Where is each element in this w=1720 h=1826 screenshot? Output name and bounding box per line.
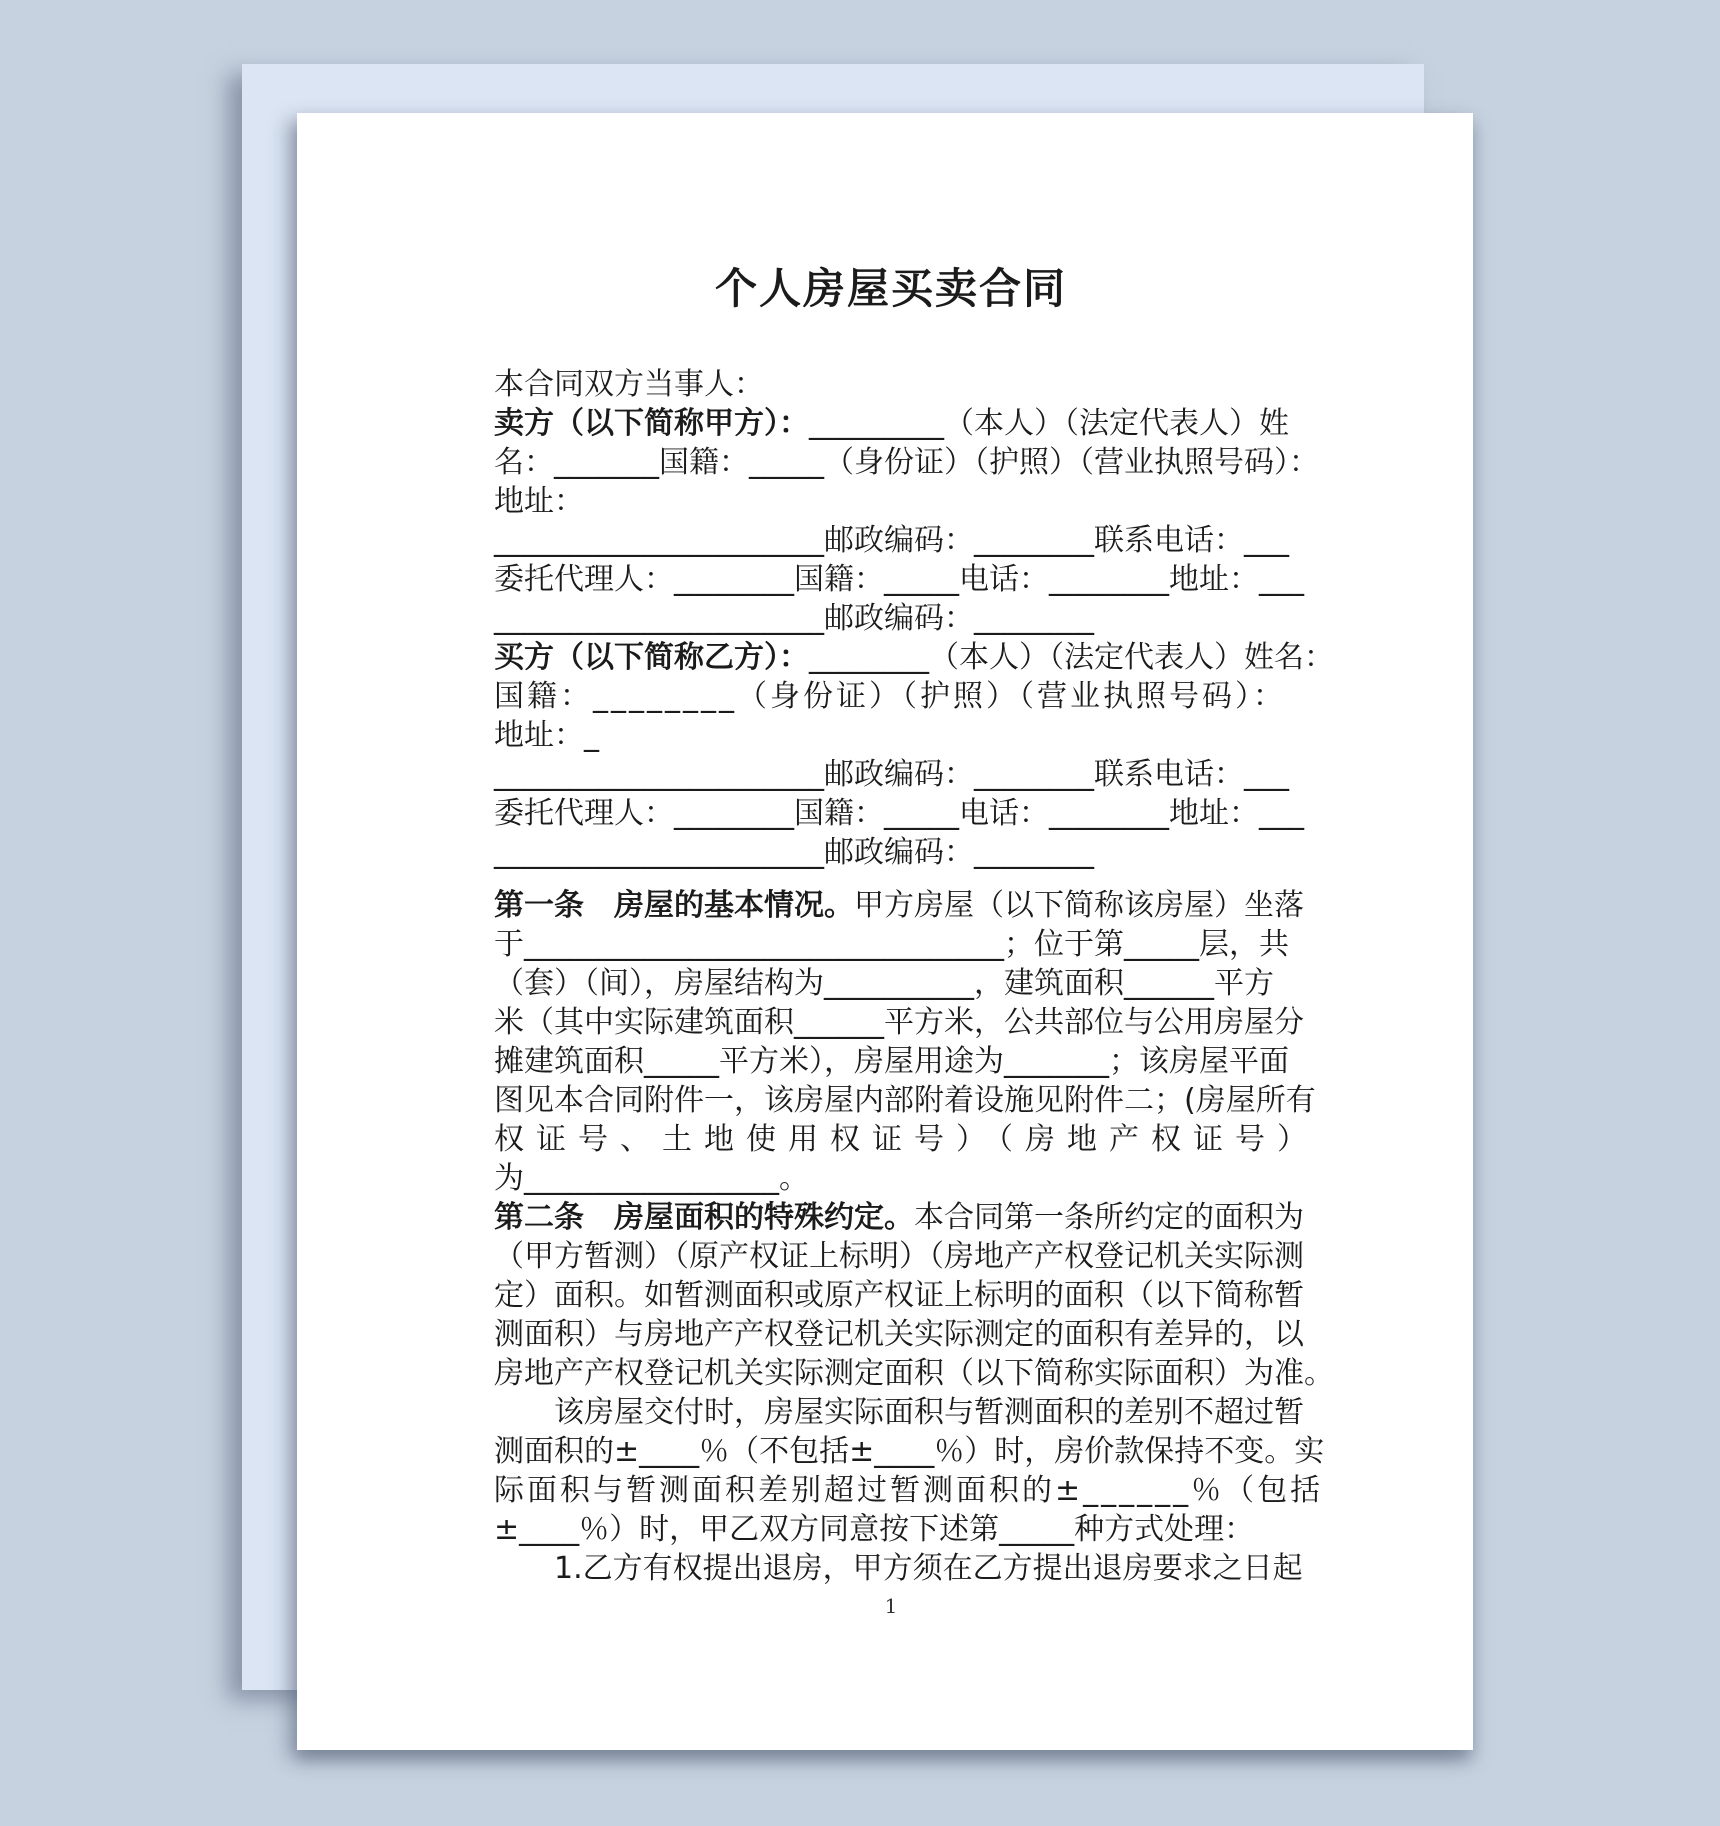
contract-line <box>494 1081 1316 1120</box>
clause-text: 定）面积。如暂测面积或原产权证上标明的面积（以下简称暂 <box>494 1278 1304 1313</box>
clause-text: 1.乙方有权提出退房，甲方须在乙方提出退房要求之日起 <box>554 1551 1303 1586</box>
contract-page <box>297 113 1473 1750</box>
clause-text: 际面积与暂测面积差别超过暂测面积的±______％（包括 <box>494 1473 1324 1508</box>
contract-line <box>494 716 1288 755</box>
contract-line <box>494 404 1288 443</box>
clause-text: ______________________邮政编码：________联系电话：___ <box>494 523 1289 558</box>
contract-line <box>494 886 1304 925</box>
contract-line <box>494 560 1304 599</box>
clause-text: ________（本人）（法定代表人）姓名： <box>809 640 1334 675</box>
clause-text: 地址：_ <box>494 718 599 753</box>
contract-line <box>494 1276 1304 1315</box>
clause-heading-text: 第二条 房屋面积的特殊约定。 <box>494 1200 914 1235</box>
clause-text: 地址： <box>494 484 584 519</box>
contract-line <box>494 1393 1304 1432</box>
contract-line <box>494 1471 1324 1510</box>
contract-line <box>494 1198 1304 1237</box>
contract-line <box>494 365 1288 404</box>
contract-line <box>494 1120 1319 1159</box>
clause-heading-text: 卖方（以下简称甲方）： <box>494 406 809 441</box>
contract-line <box>494 1042 1288 1081</box>
contract-line <box>494 521 1288 560</box>
clause-text: 摊建筑面积_____平方米），房屋用途为_______；该房屋平面 <box>494 1044 1289 1079</box>
clause-text: ______________________邮政编码：________ <box>494 601 1094 636</box>
contract-line <box>494 964 1288 1003</box>
contract-line <box>494 1003 1304 1042</box>
contract-line <box>494 1159 1288 1198</box>
clause-text: 国籍：________（身份证）（护照）（营业执照号码）： <box>494 679 1286 714</box>
clause-text: 测面积）与房地产产权登记机关实际测定的面积有差异的，以 <box>494 1317 1304 1352</box>
contract-line <box>494 925 1288 964</box>
contract-line <box>494 1510 1288 1549</box>
contract-line <box>494 443 1319 482</box>
clause-text: 图见本合同附件一，该房屋内部附着设施见附件二；(房屋所有 <box>494 1083 1316 1118</box>
clause-heading-text: 第一条 房屋的基本情况。 <box>494 888 854 923</box>
clause-text: 测面积的±____％（不包括±____％）时，房价款保持不变。实 <box>494 1434 1325 1469</box>
clause-text: 名：_______国籍：_____（身份证）（护照）（营业执照号码）： <box>494 445 1319 480</box>
clause-text: （套）（间），房屋结构为__________，建筑面积______平方 <box>494 966 1274 1001</box>
contract-body <box>494 365 1334 1588</box>
clause-text: ±____％）时，甲乙双方同意按下述第_____种方式处理： <box>494 1512 1255 1547</box>
clause-text: 甲方房屋（以下简称该房屋）坐落 <box>854 888 1304 923</box>
clause-text: ______________________邮政编码：________联系电话：___ <box>494 757 1289 792</box>
clause-text: 于________________________________；位于第_____层，共 <box>494 927 1289 962</box>
clause-heading-text: 买方（以下简称乙方）： <box>494 640 809 675</box>
clause-text: 米（其中实际建筑面积______平方米，公共部位与公用房屋分 <box>494 1005 1304 1040</box>
page-number: 1 <box>884 1594 898 1618</box>
clause-text: 该房屋交付时，房屋实际面积与暂测面积的差别不超过暂 <box>554 1395 1304 1430</box>
contract-line <box>494 755 1288 794</box>
contract-line <box>494 599 1288 638</box>
contract-line <box>494 482 1288 521</box>
clause-text: 委托代理人：________国籍：_____电话：________地址：___ <box>494 796 1304 831</box>
contract-line <box>494 1315 1304 1354</box>
clause-text: 为_________________。 <box>494 1161 809 1196</box>
clause-text: 本合同第一条所约定的面积为 <box>914 1200 1304 1235</box>
contract-line <box>494 1354 1334 1393</box>
contract-line <box>494 1549 1303 1588</box>
clause-text: _________（本人）（法定代表人）姓 <box>809 406 1289 441</box>
contract-line <box>494 1432 1325 1471</box>
clause-text: 权证号、土地使用权证号）（房地产权证号） <box>494 1122 1319 1157</box>
contract-line <box>494 833 1288 872</box>
document-title: 个人房屋买卖合同 <box>714 264 1067 313</box>
contract-line <box>494 794 1304 833</box>
clause-text: （甲方暂测）（原产权证上标明）（房地产产权登记机关实际测 <box>494 1239 1304 1274</box>
clause-text: 本合同双方当事人： <box>494 367 764 402</box>
clause-text: 房地产产权登记机关实际测定面积（以下简称实际面积）为准。 <box>494 1356 1334 1391</box>
contract-line <box>494 677 1288 716</box>
clause-text: 委托代理人：________国籍：_____电话：________地址：___ <box>494 562 1304 597</box>
clause-text: ______________________邮政编码：________ <box>494 835 1094 870</box>
contract-line <box>494 638 1334 677</box>
contract-line <box>494 1237 1304 1276</box>
